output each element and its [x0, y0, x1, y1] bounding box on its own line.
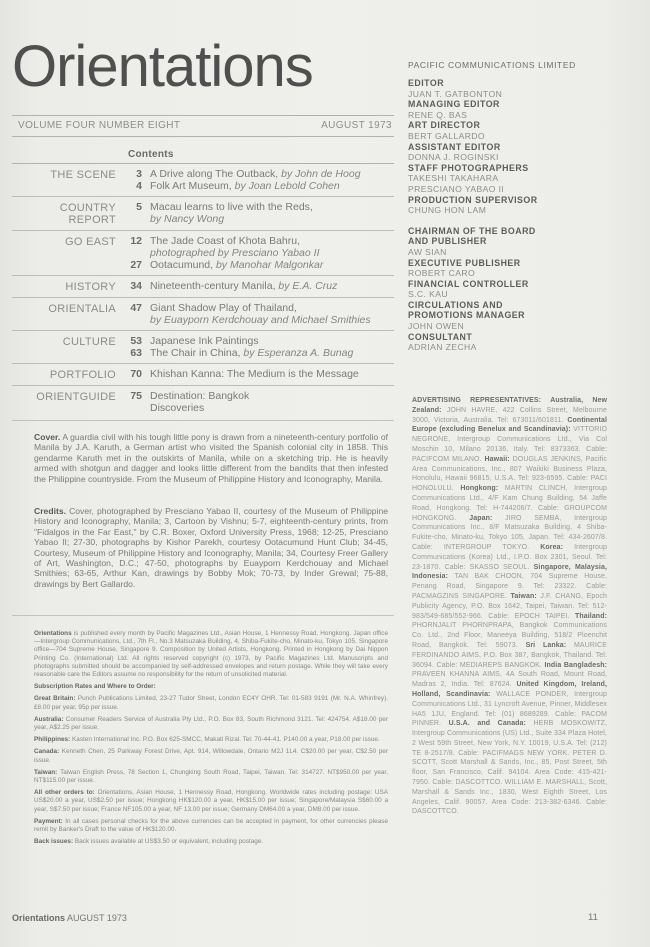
toc-entry [116, 259, 394, 271]
subscription-region: Great Britain: [34, 695, 76, 703]
toc-entries [116, 235, 394, 271]
toc-entry [116, 302, 394, 326]
cover-text: A guardia civil with his tough little pony is drawn from a nineteenth-century portfolio of Manila by J.A. Karuth, a German artist who visited the Spanish colonial city in 1858. This gendarme Karuth met in the outskirts of Manila, while on a sketching trip. He is heavily armed with shotgun and dagger and looks little different from the bandits that then infested the Philippine countryside. From the Museum of Philippine History and Iconography, Manila. [34, 432, 388, 484]
toc-category: THE SCENE [50, 169, 116, 181]
toc-category: COUNTRY REPORT [59, 202, 116, 226]
staff-name: PRESCIANO YABAO II [408, 183, 505, 194]
toc-article [150, 235, 394, 259]
article-byline: by Euayporn Kerdchouay and Michael Smithies [150, 314, 371, 326]
staff-role: CHAIRMAN OF THE BOARD AND PUBLISHER [408, 225, 536, 247]
toc-entry [116, 402, 394, 414]
advertising-region: Taiwan: [510, 592, 537, 600]
article-byline: by Esperanza A. Bunag [243, 347, 354, 359]
toc-page-number: 34 [130, 280, 142, 292]
advertising-region: Thailand: [574, 612, 607, 620]
toc-page-number: 70 [130, 368, 142, 380]
toc-section [12, 364, 394, 386]
article-title: Destination: Bangkok [150, 390, 250, 402]
staff-role: FINANCIAL CONTROLLER [408, 278, 529, 289]
toc-entries [116, 280, 394, 293]
article-title: Ootacumund, [150, 259, 214, 271]
article-title: Nineteenth-century Manila, [150, 280, 276, 292]
staff-name: JUAN T. GATBONTON [408, 88, 503, 99]
toc-entries [116, 335, 394, 359]
toc-article [150, 201, 394, 225]
advertising-region: United Kingdom, Ireland, Holland, Scandinavia: [412, 681, 608, 698]
staff-name: JOHN OWEN [408, 321, 465, 332]
subscription-details: Kasten International Inc. P.O. Box 625-SMCC, Makati Rizal. Tel: 70-44-41. P140.00 a year, P18.00 per issue. [72, 736, 380, 744]
imprint-paragraph [34, 630, 388, 679]
staff-name: AW SIAN [408, 246, 447, 257]
toc-section [12, 276, 394, 298]
toc-entries [116, 302, 394, 326]
subscription-item [34, 769, 388, 785]
subscription-region: Back issues: [34, 838, 74, 846]
toc-category: GO EAST [65, 236, 116, 248]
toc-page-number: 47 [130, 302, 142, 314]
article-byline: by John de Hoog [281, 168, 361, 180]
subscription-details: Taiwan English Press, 78 Section 1, Chungking South Road, Taipei, Taiwan. Tel: 314727. NT$950.00 per year, NT$115.00 per issue. [34, 768, 388, 785]
subscription-item [34, 748, 388, 764]
staff-name: RENE Q. BAS [408, 109, 468, 120]
advertising-heading: ADVERTISING REPRESENTATIVES: [412, 397, 542, 404]
toc-page-number: 53 [130, 335, 142, 347]
toc-section [12, 298, 394, 331]
article-title: Japanese Ink Paintings [150, 335, 259, 347]
toc-entry [116, 368, 394, 380]
staff-role: CONSULTANT [408, 331, 473, 342]
volume-label: VOLUME FOUR NUMBER EIGHT [18, 120, 181, 131]
article-title: The Chair in China, [150, 347, 241, 359]
subscription-details: Back issues available at US$3.50 or equivalent, including postage. [74, 838, 264, 846]
article-byline: photographed by Presciano Yabao II [150, 247, 320, 259]
subscription-details: Consumer Readers Service of Australia Pty Ltd., P.O. Box 83, South Richmond 3121. Tel: 424754. A$18.00 per year, A$2.25 per issue. [34, 715, 388, 732]
toc-category: CULTURE [62, 336, 116, 348]
subscription-item [34, 818, 388, 834]
toc-entry [116, 235, 394, 259]
toc-section [12, 164, 394, 197]
advertising-contact: JOHN HAVRE, 422 Collins Street, Melbourne 3000, Victoria, Australia. Tel: 673011/601811. [412, 406, 607, 424]
staff-name: CHUNG HON LAM [408, 205, 487, 216]
toc-entries [116, 368, 394, 381]
toc-article [150, 168, 394, 180]
article-byline: by Joan Lebold Cohen [234, 180, 340, 192]
imprint-text: is published every month by Pacific Magazines Ltd., Asian House, 1 Hennessy Road, Hongkong. Japan office—Intergroup Communications, Ltd., 7th Fl., No.3 Matsuzaka Building, 4, Shiba-Fukite-cho, Minato-ku, Tokyo 105. Singapore office—704 Supreme House, Singapore 9. Composition by United Artists, Hongkong. Printed in Hongkong by Dai Nippon Printing Co. (International) Ltd. All rights reserved copyright (c) 1973, by Pacific Magazines Ltd. Manuscripts and photographs submitted should be accompanied by self-addressed envelopes and return postage. While they will take every reasonable care the Editors assume no responsibility for the return of unsolicited material. [34, 630, 388, 679]
staff-role: MANAGING EDITOR [408, 99, 500, 110]
article-title: A Drive along The Outback, [150, 168, 279, 180]
staff-role: STAFF PHOTOGRAPHERS [408, 162, 529, 173]
toc-section [12, 231, 394, 276]
toc-article [150, 180, 394, 192]
advertising-contact: VITTORIO NEGRONE, Intergroup Communications Ltd., Via Col Moschin 10, Milano 20136, Italy. Tel: 8373363. Cable: PACIFCOM MILANO. [412, 426, 608, 463]
advertising-contact: WALLACE PONDER, Intergroup Communications Ltd., 31 Lyncroft Avenue, Pinner, Middlesex HA5 1JU, England. Tel: (01) 8689289. Cable: PACOM PINNER. [412, 690, 607, 728]
staff-role: PRODUCTION SUPERVISOR [408, 194, 538, 205]
toc-page-number: 4 [136, 180, 142, 192]
toc-entry [116, 347, 394, 359]
advertising-contact: MARTIN CLINCH, Intergroup Communications Ltd., 4/F Kam Chung Building, 54 Jaffe Road, Hongkong. Tel: H-744206/7. Cable: GROUPCOM HONGKONG. [412, 485, 607, 522]
subscription-details: Punch Publications Limited, 23-27 Tudor Street, London EC4Y OHR. Tel: 01-583 9191 (Mr. N.A. Whinfrey). £8.00 per year, 95p per issue. [34, 695, 389, 711]
advertising-contact: DOUGLAS JENKINS, Pacific Area Communications, Inc., 807 Waikiki Business Plaza, Honolulu, Hawaii 96815, U.S.A. Tel: 923-6595. Cable: PACI HONOLULU. [412, 455, 607, 493]
advertising-contact: HERB MOSKOWITZ, Intergroup Communications (US) Ltd., Suite 334 Plaza Hotel, 2 West 59th Street, New York, N.Y. 10019, U.S.A. Tel: (212) TE 8-2517/8. Cable: PACIFMAGS NEW YORK. PETER D. SCOTT, Scott Marshall & Sands, Inc., 85, Post Street, 5th floor, San Francisco, Calif. 94104. Area Code: 415-421-7950. Cable: DASCOTTCO. WILLIAM E. MARSHALL, Scott, Marshall & Sands Inc., 1830, West Eighth Street, Los Angeles, Calif. 90057. Area Code: 213-382-6346. Cable: DASCOTTCO. [412, 720, 608, 816]
subscription-item [34, 716, 388, 732]
toc-entry [116, 280, 394, 292]
credits-label: Credits. [34, 506, 66, 516]
staff-role: CIRCULATIONS AND PROMOTIONS MANAGER [408, 299, 526, 321]
toc-category: HISTORY [65, 281, 116, 293]
toc-page-number: 5 [136, 201, 142, 213]
subscription-list [34, 695, 388, 846]
toc-page-number: 75 [130, 390, 142, 402]
running-footer [12, 913, 127, 923]
subscription-details: In all cases personal checks for the above currencies can be accepted in payment, for other currencies please remit by Banker's Draft to the value of HK$120.00. [34, 817, 389, 834]
subscription-item [34, 736, 388, 744]
staff-role: ASSISTANT EDITOR [408, 141, 501, 152]
cover-label: Cover. [34, 432, 61, 442]
article-title: Folk Art Museum, [150, 180, 232, 192]
page-number: 11 [588, 912, 598, 923]
subscription-region: Australia: [34, 715, 64, 723]
article-byline: by E.A. Cruz [278, 280, 338, 292]
staff-masthead [408, 60, 648, 353]
staff-name: BERT GALLARDO [408, 130, 486, 141]
staff-name: S.C. KAU [408, 289, 448, 300]
toc-article [150, 280, 394, 292]
advertising-region: Korea: [540, 543, 564, 551]
staff-name: ADRIAN ZECHA [408, 342, 477, 353]
masthead-title: Orientations [12, 34, 313, 99]
toc-entries [116, 201, 394, 226]
subscription-item [34, 695, 388, 711]
subscription-region: Taiwan: [34, 768, 58, 776]
advertising-region: India Bangladesh: [544, 661, 607, 669]
staff-role: EDITOR [408, 78, 445, 88]
toc-article [150, 402, 394, 414]
toc-section [12, 197, 394, 231]
staff-name: TAKESHI TAKAHARA [408, 173, 499, 184]
advertising-region: Continental Europe (excluding Benelux and Scandinavia): [412, 416, 608, 434]
advertising-region: U.S.A. and Canada: [448, 720, 526, 728]
staff-name: ROBERT CARO [408, 268, 476, 279]
article-title: Discoveries [150, 402, 205, 414]
contents-heading: Contents [128, 149, 174, 160]
article-title: The Jade Coast of Khota Bahru, [150, 235, 301, 247]
advertising-contact: MAURICE FERDINANDO AIMS, P.O. Box 387, Bangkok, Thailand. Tel: 36094. Cable: MEDIAREPS BANGKOK. [412, 641, 607, 669]
publisher-name: PACIFIC COMMUNICATIONS LIMITED [408, 60, 576, 70]
toc-page-number [116, 402, 150, 414]
toc-entries [116, 168, 394, 192]
staff-role: ART DIRECTOR [408, 120, 481, 131]
article-title: Giant Shadow Play of Thailand, [150, 302, 297, 314]
subscription-details: Orientations, Asian House, 1 Hennessy Road, Hongkong. Worldwide rates including postage: USA US$20.00 a year, US$2.50 per issue; Hongkong HK$120.00 a year, HK$15.00 per issue; Singapore/Malaysia S$60.00 a year, S$7.50 per issue; France NF105.00 a year, NF 13.00 per issue; Germany DM64.00 a year, DM8.00 per issue. [34, 789, 388, 813]
advertising-region: Hongkong: [460, 485, 499, 493]
divider [12, 136, 394, 137]
toc-entry [116, 390, 394, 402]
article-title: Macau learns to live with the Reds, [150, 201, 313, 213]
divider [12, 420, 394, 421]
article-title: Khishan Kanna: The Medium is the Message [150, 368, 359, 380]
toc-section [12, 331, 394, 364]
toc-entry [116, 168, 394, 180]
toc-page-number: 3 [136, 168, 142, 180]
toc-page-number: 27 [130, 259, 142, 271]
subscription-item [34, 838, 388, 846]
staff-name: DONNA J. ROGINSKI [408, 152, 499, 163]
advertising-region: Singapore, Malaysia, Indonesia: [412, 563, 607, 581]
advertising-region: Hawaii: [484, 455, 510, 463]
advertising-contact: J.F. CHANG, Epoch Publicity Agency, P.O. Box 1642, Taipei, Taiwan. Tel: 512-983/549-685/552-966. Cable: EPOCH TAIPEI. [412, 592, 607, 620]
toc-page-number: 12 [130, 235, 142, 247]
advertising-contact: PRAVEEN KHANNA AIMS, 4A South Road, Mount Road, Madras 2, India. Tel: 87624. [412, 671, 607, 689]
advertising-contact: Intergroup Communications (Korea) Ltd., I.P.O. Box 2301, Seoul. Tel: 23-1870. Cable: SKASSO SEOUL. [412, 543, 607, 571]
subscription-region: Payment: [34, 817, 63, 825]
footer-date: AUGUST 1973 [67, 913, 127, 923]
article-byline: by Nancy Wong [150, 213, 225, 225]
advertising-region: Sri Lanka: [525, 641, 567, 649]
editorial-staff-list [408, 78, 648, 216]
article-byline: by Manohar Malgonkar [215, 259, 324, 271]
toc-category: ORIENTGUIDE [36, 391, 116, 403]
advertising-contact: PHORNJALIT PHORNPRAPA, Bangkok Communications Co. Ltd., 2nd Floor, Maneeya Building, 518/2 Ploenchit Road, Bangkok. Tel: 59073. [412, 622, 607, 649]
subscription-details: Kenneth Chen, 25 Parkway Forest Drive, Apt. 914, Willowdale, Ontario M2J 1L4. C$20.00 per year, C$2.50 per issue. [34, 748, 388, 764]
toc-page-number: 63 [130, 347, 142, 359]
staff-role: EXECUTIVE PUBLISHER [408, 257, 521, 268]
table-of-contents [12, 164, 394, 418]
subscription-region: Philippines: [34, 736, 71, 744]
toc-article [150, 302, 394, 326]
credits-paragraph [34, 506, 388, 589]
toc-article [150, 259, 394, 271]
toc-entries [116, 390, 394, 414]
publication-info [34, 630, 388, 850]
footer-magazine: Orientations [12, 913, 66, 923]
toc-article [150, 390, 394, 402]
credits-text: Cover, photographed by Presciano Yabao II, courtesy of the Museum of Philippine History and Iconography, Manila; 3, Cartoon by Vishnu; 5-7, eighteenth-century prints, from "Fidalgos in the Far East," by C.R. Boxer, Oxford University Press, 1968; 12-25, Presciano Yabao II; 27-30, photographs by Kishor Parekh, courtesy Ootacumund Hunt Club; 34-45, Courtesy, Museum of Philippine History and Iconography, Manila; 34, Courtesy Freer Gallery of Art, Washington, D.C.; 47-50, photographs by Euayporn Kerdchouay and Michael Smithies; 63-65, Arthur Kan, drawings by Bobby Mok; 70-73, by Inder Grewal; 75-88, drawings by Bert Gallardo. [34, 506, 388, 589]
divider [12, 115, 394, 116]
imprint-label: Orientations [34, 630, 72, 637]
toc-category: PORTFOLIO [49, 369, 116, 381]
toc-article [150, 368, 394, 380]
toc-section [12, 386, 394, 418]
advertising-contact: JIRO SEMBA, Intergroup Communications Inc., 8/F Matsuzaka Building, 4 Shiba-Fukite-cho, Minato-ku, Tokyo 105, Japan. Tel: 434-2607/8. Cable: INTERGROUP TOKYO. [412, 514, 607, 551]
toc-category: ORIENTALIA [48, 303, 116, 315]
toc-article [150, 347, 394, 359]
subscription-item [34, 789, 388, 814]
subscription-region: All other orders to: [34, 789, 95, 797]
advertising-region: Japan: [469, 514, 493, 522]
subscription-heading: Subscription Rates and Where to Order: [34, 683, 156, 691]
toc-article [150, 335, 394, 347]
toc-entry [116, 180, 394, 192]
toc-entry [116, 335, 394, 347]
business-staff-list [408, 226, 648, 353]
issue-line [18, 120, 392, 131]
toc-entry [116, 201, 394, 225]
divider [12, 615, 394, 616]
advertising-region: Australia, New Zealand: [412, 397, 608, 414]
cover-caption [34, 432, 388, 484]
advertising-contact: TAN BAK CHOON, 704 Supreme House, Penang Road, Singapore 9. Tel: 23322. Cable: PACMAGZINS SINGAPORE. [412, 573, 608, 600]
subscription-region: Canada: [34, 748, 60, 756]
advertising-representatives [412, 396, 607, 817]
issue-date: AUGUST 1973 [321, 120, 392, 131]
